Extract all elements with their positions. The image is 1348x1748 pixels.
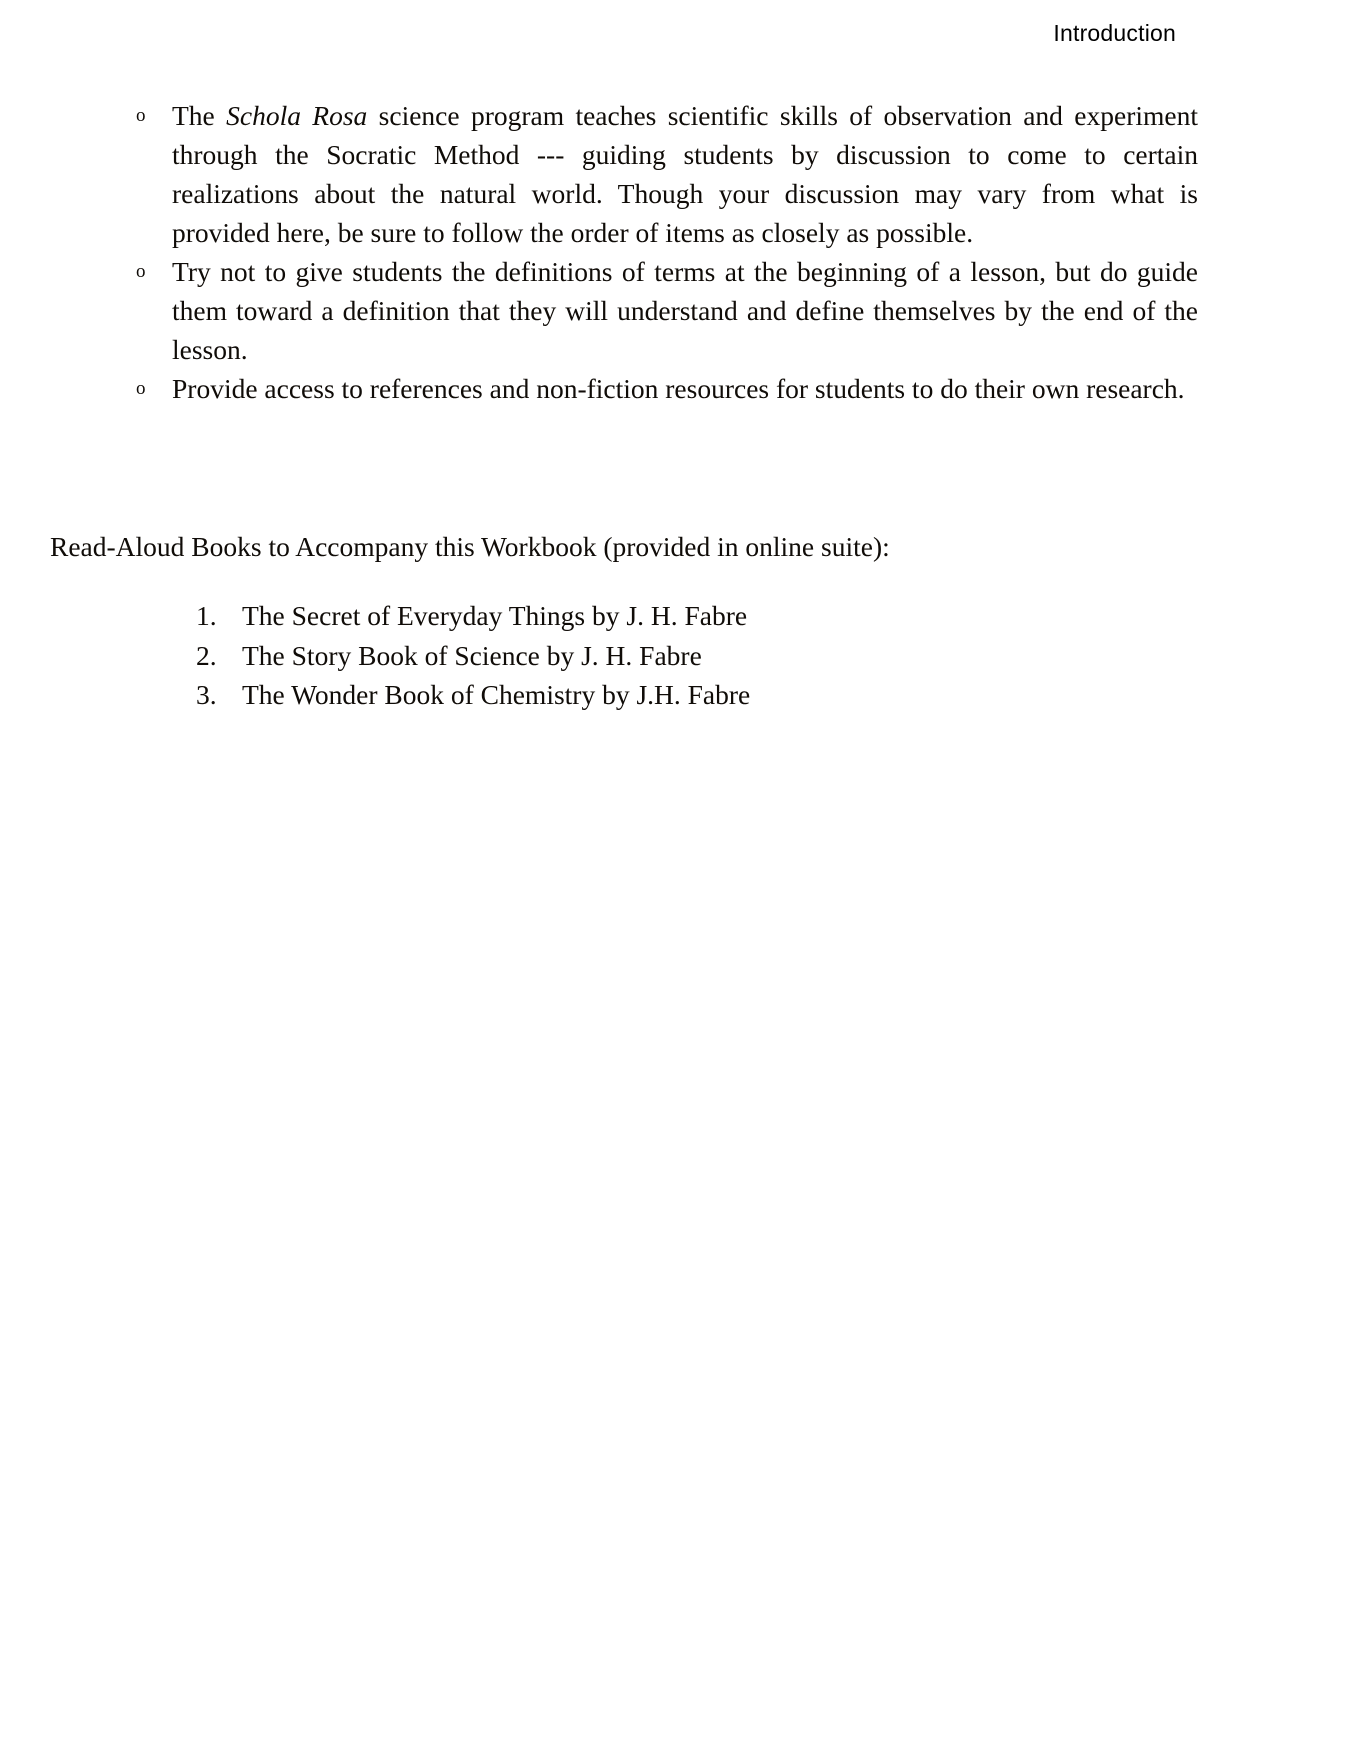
bullet-marker-icon: o (136, 261, 146, 282)
guidance-bullet-list (50, 96, 1198, 408)
book-title: The Story Book of Science by J. H. Fabre (242, 639, 702, 671)
bullet-text-lead: Provide access to references and non-fiction resources for students to do their own research. (172, 373, 1185, 404)
book-number: 2. (196, 639, 217, 671)
list-item (50, 675, 1210, 715)
bullet-text-lead: Try not to give students the definitions of terms at the beginning of a lesson, but do guide them toward a definition that they will understand and define themselves by the end of the lesson. (172, 256, 1198, 365)
italic-program-name: Schola Rosa (226, 100, 368, 131)
bullet-text-rest: science program teaches scientific skills of observation and experiment through the Socratic Method --- guiding students by discussion to come to certain realizations about the natural world. Though your discussion may vary from what is provided here, be sure to follow the order of items as closely as possible. (172, 100, 1198, 248)
list-item (50, 252, 1198, 369)
running-header-introduction: Introduction (1053, 20, 1176, 46)
list-item (50, 596, 1210, 636)
list-item (50, 96, 1198, 252)
read-aloud-heading: Read-Aloud Books to Accompany this Workbook (provided in online suite): (50, 531, 890, 562)
book-number: 1. (196, 600, 217, 631)
bullet-section (50, 96, 1198, 408)
book-title: The Wonder Book of Chemistry by J.H. Fabre (242, 679, 751, 710)
bullet-marker-icon: o (136, 378, 146, 399)
bullet-text-lead: The (172, 100, 227, 131)
read-aloud-book-list (50, 596, 1210, 715)
list-item (50, 636, 1210, 676)
bullet-marker-icon: o (136, 105, 146, 126)
list-item (50, 369, 1198, 408)
book-number: 3. (196, 679, 217, 710)
book-title: The Secret of Everyday Things by J. H. Fabre (242, 600, 748, 631)
